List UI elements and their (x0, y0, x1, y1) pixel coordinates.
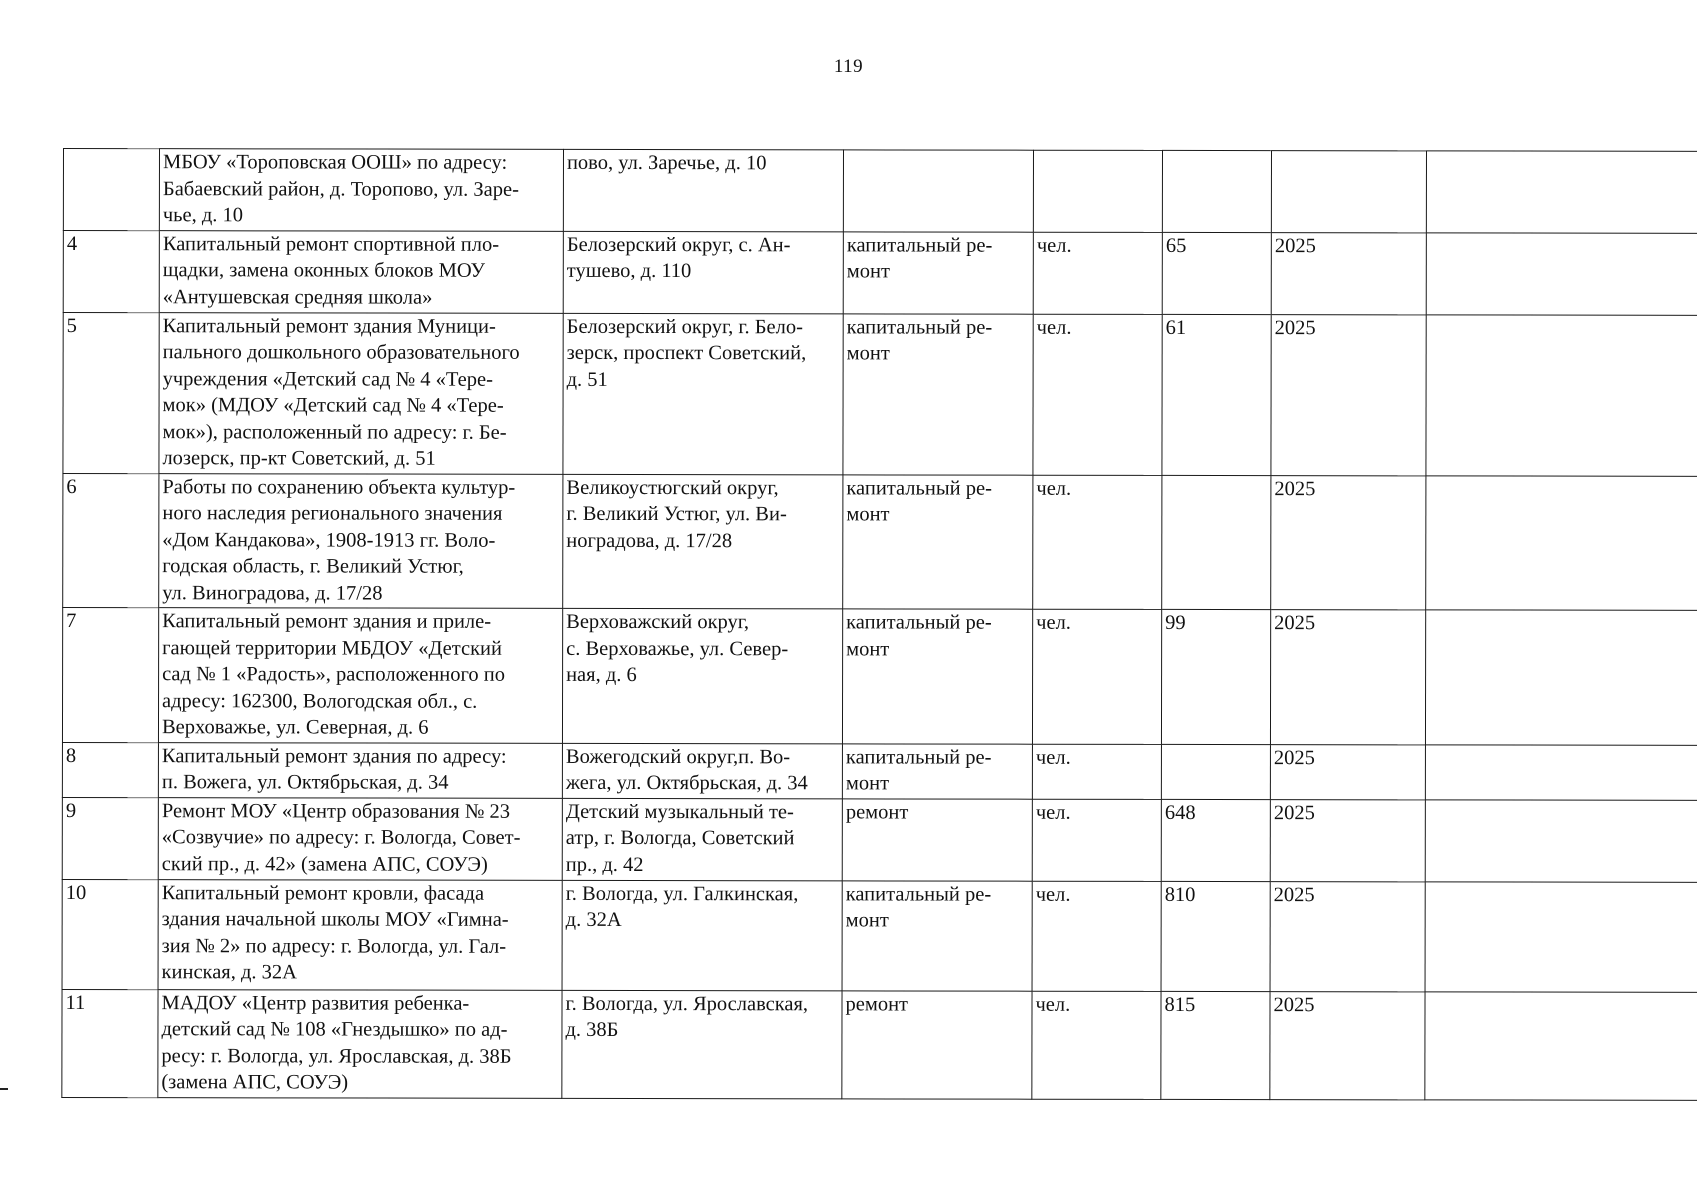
work-type-line: капитальный ре- (846, 611, 992, 634)
address-cell (563, 231, 843, 313)
object-name-line: МБОУ «Тороповская ООШ» по адресу: (162, 151, 508, 174)
quantity-text: 810 (1164, 883, 1196, 906)
table-row (62, 608, 1697, 745)
object-name-line: МАДОУ «Центр развития ребенка- (161, 991, 470, 1015)
object-name-line: кинская, д. 32А (161, 961, 298, 984)
object-name-line: Капитальный ремонт спортивной пло- (162, 232, 500, 256)
object-name-line: щадки, замена оконных блоков МОУ (162, 259, 486, 282)
work-type-line: капитальный ре- (846, 476, 992, 500)
object-name-line: гающей территории МБДОУ «Детский (162, 636, 503, 660)
row-number-cell (63, 230, 159, 312)
row-number-cell (63, 312, 159, 473)
quantity-cell (1162, 150, 1271, 232)
address-cell (562, 990, 842, 1098)
object-name-line: «Созвучие» по адресу: г. Вологда, Совет- (161, 826, 521, 849)
object-name-line: годская область, г. Великий Устюг, (162, 555, 464, 578)
row-number-text: 6 (66, 475, 77, 498)
row-number-text: 8 (65, 744, 77, 767)
address-cell (562, 743, 842, 798)
object-name-line: ресу: г. Вологда, ул. Ярославская, д. 38Б (161, 1044, 512, 1068)
work-type-cell (842, 990, 1032, 1098)
notes-cell (1425, 799, 1697, 881)
unit-cell (1033, 314, 1162, 475)
address-line: тушево, д. 110 (566, 259, 692, 283)
address-cell (563, 474, 843, 609)
object-name-line: детский сад № 108 «Гнездышко» по ад- (161, 1018, 508, 1041)
object-name-line: Бабаевский район, д. Торопово, ул. Заре- (162, 177, 519, 201)
object-name-line: Капитальный ремонт кровли, фасада (161, 881, 485, 905)
address-line: жега, ул. Октябрьская, д. 34 (565, 771, 808, 795)
address-line: атр, г. Вологда, Советский (565, 826, 795, 850)
work-type-line: ремонт (845, 800, 909, 823)
address-line: д. 38Б (565, 1018, 619, 1041)
table-row (63, 473, 1697, 610)
data-table (61, 148, 1697, 1100)
notes-cell (1425, 991, 1697, 1099)
address-cell (562, 880, 842, 990)
notes-cell (1425, 610, 1697, 745)
address-cell (563, 149, 843, 231)
table-row (63, 230, 1697, 315)
table-row (63, 149, 1697, 233)
address-cell (562, 608, 842, 743)
work-type-line: капитальный ре- (846, 233, 993, 257)
unit-cell (1033, 475, 1162, 610)
page-number: 119 (833, 56, 864, 77)
work-type-line: капитальный ре- (845, 745, 992, 769)
quantity-cell (1162, 314, 1271, 475)
object-name-line: адресу: 162300, Вологодская обл., с. (162, 689, 478, 713)
work-type-line: монт (845, 772, 890, 795)
work-type-line: монт (846, 260, 890, 283)
object-name-cell (158, 742, 562, 798)
row-number-cell (63, 149, 159, 231)
row-number-cell (62, 742, 158, 797)
work-type-cell (842, 609, 1032, 744)
quantity-cell (1161, 799, 1270, 881)
quantity-cell (1162, 475, 1271, 610)
object-name-cell (158, 879, 562, 990)
quantity-cell (1162, 232, 1271, 314)
work-type-line: монт (846, 637, 890, 660)
work-type-line: капитальный ре- (846, 315, 993, 339)
object-name-line: п. Вожега, ул. Октябрьская, д. 34 (161, 771, 449, 794)
row-number-text: 9 (65, 799, 77, 822)
unit-text: чел. (1035, 993, 1071, 1016)
row-number-text: 4 (66, 232, 78, 255)
quantity-text: 99 (1165, 611, 1186, 634)
unit-cell (1032, 991, 1161, 1099)
unit-text: чел. (1035, 801, 1071, 824)
object-name-line: пального дошкольного образовательного (162, 341, 520, 364)
year-text: 2025 (1273, 883, 1315, 906)
year-cell (1271, 151, 1426, 233)
work-type-cell (842, 743, 1032, 798)
work-type-cell (843, 150, 1033, 232)
work-type-line: монт (846, 503, 890, 526)
table-row (62, 742, 1697, 800)
address-line: пр., д. 42 (565, 853, 644, 876)
year-text: 2025 (1274, 234, 1316, 257)
unit-text: чел. (1035, 883, 1071, 906)
work-type-cell (842, 798, 1032, 880)
row-number-text: 7 (66, 610, 77, 633)
address-line: д. 51 (566, 368, 608, 391)
unit-cell (1032, 799, 1161, 881)
year-cell (1270, 610, 1425, 745)
unit-text: чел. (1036, 234, 1072, 257)
address-line: г. Вологда, ул. Галкинская, (565, 882, 799, 905)
address-line: ная, д. 6 (566, 663, 637, 687)
address-line: Белозерский округ, с. Ан- (566, 233, 791, 256)
quantity-text: 648 (1164, 801, 1196, 824)
object-name-line: (замена АПС, СОУЭ) (161, 1071, 349, 1094)
unit-text: чел. (1036, 477, 1072, 500)
year-text: 2025 (1273, 993, 1315, 1016)
object-name-line: Верховажье, ул. Северная, д. 6 (161, 716, 429, 739)
object-name-cell (158, 989, 562, 1098)
address-line: ноградова, д. 17/28 (566, 529, 733, 552)
address-line: Детский музыкальный те- (565, 800, 794, 823)
address-line: Вожегодский округ,п. Во- (565, 745, 791, 768)
year-text: 2025 (1274, 477, 1316, 500)
row-number-cell (62, 797, 158, 879)
work-type-cell (843, 474, 1033, 609)
address-line: Белозерский округ, г. Бело- (566, 315, 803, 338)
address-line: г. Вологда, ул. Ярославская, (565, 992, 809, 1015)
notes-cell (1426, 475, 1697, 610)
row-number-cell (62, 879, 158, 989)
year-cell (1271, 232, 1426, 314)
quantity-cell (1161, 609, 1270, 744)
table-row (62, 879, 1697, 992)
object-name-line: лозерск, пр-кт Советский, д. 51 (162, 447, 436, 470)
notes-cell (1425, 881, 1697, 991)
work-type-line: монт (845, 909, 889, 932)
address-line: пово, ул. Заречье, д. 10 (566, 151, 767, 175)
object-name-line: чье, д. 10 (162, 204, 244, 227)
object-name-line: ул. Виноградова, д. 17/28 (162, 581, 383, 605)
object-name-line: учреждения «Детский сад № 4 «Тере- (162, 367, 493, 391)
work-type-line: монт (846, 342, 890, 365)
address-line: Верховажский округ, (566, 610, 750, 634)
row-number-cell (63, 473, 159, 608)
object-name-line: Капитальный ремонт здания Муници- (162, 314, 496, 338)
object-name-line: Капитальный ремонт здания и приле- (162, 610, 492, 633)
object-name-line: «Антушевская средняя школа» (162, 285, 433, 309)
unit-text: чел. (1036, 316, 1072, 339)
notes-cell (1425, 744, 1697, 799)
unit-cell (1033, 150, 1162, 232)
work-type-cell (843, 313, 1033, 474)
year-text: 2025 (1274, 316, 1316, 339)
work-type-line: ремонт (845, 992, 909, 1015)
quantity-text: 815 (1164, 993, 1196, 1016)
row-number-text: 5 (66, 314, 77, 337)
object-name-cell (159, 312, 563, 474)
table-row (62, 989, 1697, 1100)
address-line: г. Великий Устюг, ул. Ви- (566, 502, 787, 526)
quantity-cell (1161, 881, 1270, 991)
work-type-cell (843, 231, 1033, 313)
object-name-line: зия № 2» по адресу: г. Вологда, ул. Гал- (161, 934, 507, 958)
quantity-cell (1161, 744, 1270, 799)
year-cell (1271, 475, 1426, 610)
table-row (63, 312, 1697, 476)
object-name-cell (158, 608, 562, 743)
object-name-line: здания начальной школы МОУ «Гимна- (161, 908, 509, 931)
year-text: 2025 (1274, 612, 1316, 635)
object-name-line: сад № 1 «Радость», расположенного по (162, 663, 506, 686)
table-row (62, 797, 1697, 882)
address-line: с. Верховажье, ул. Север- (566, 637, 789, 660)
object-name-line: мок» (МДОУ «Детский сад № 4 «Тере- (162, 394, 504, 417)
notes-cell (1426, 232, 1697, 314)
quantity-text: 65 (1165, 234, 1187, 257)
row-number-text: 10 (65, 881, 87, 904)
work-type-cell (842, 880, 1032, 990)
address-cell (562, 798, 842, 880)
unit-cell (1032, 744, 1161, 799)
object-name-line: «Дом Кандакова», 1908-1913 гг. Воло- (162, 528, 496, 552)
year-text: 2025 (1273, 801, 1315, 824)
year-cell (1270, 744, 1425, 799)
object-name-cell (159, 149, 563, 231)
address-line: Великоустюгский округ, (566, 476, 779, 499)
quantity-text: 61 (1165, 316, 1187, 339)
row-number-text: 11 (65, 991, 86, 1014)
unit-text: чел. (1036, 611, 1071, 634)
year-text: 2025 (1273, 746, 1315, 769)
object-name-line: Работы по сохранению объекта культур- (162, 475, 516, 499)
address-line: зерск, проспект Советский, (566, 341, 807, 365)
year-cell (1270, 799, 1425, 881)
unit-cell (1032, 609, 1161, 744)
year-cell (1270, 991, 1425, 1099)
unit-text: чел. (1035, 746, 1071, 769)
object-name-cell (158, 797, 562, 880)
row-number-cell (62, 608, 158, 743)
notes-cell (1426, 151, 1697, 233)
unit-cell (1033, 232, 1162, 314)
year-cell (1270, 881, 1425, 991)
row-number-cell (62, 989, 158, 1097)
work-type-line: капитальный ре- (845, 882, 992, 906)
object-name-line: Ремонт МОУ «Центр образования № 23 (161, 799, 511, 823)
object-name-line: ский пр., д. 42» (замена АПС, СОУЭ) (161, 852, 488, 876)
object-name-line: Капитальный ремонт здания по адресу: (161, 744, 507, 768)
unit-cell (1032, 881, 1161, 991)
object-name-cell (159, 473, 563, 608)
address-cell (563, 313, 843, 474)
notes-cell (1426, 314, 1697, 475)
address-line: д. 32А (565, 908, 622, 931)
year-cell (1271, 314, 1426, 475)
margin-mark (0, 1088, 8, 1090)
quantity-cell (1161, 991, 1270, 1099)
object-name-line: ного наследия регионального значения (162, 502, 503, 525)
object-name-line: мок»), расположенный по адресу: г. Бе- (162, 420, 507, 444)
object-name-cell (159, 230, 563, 313)
